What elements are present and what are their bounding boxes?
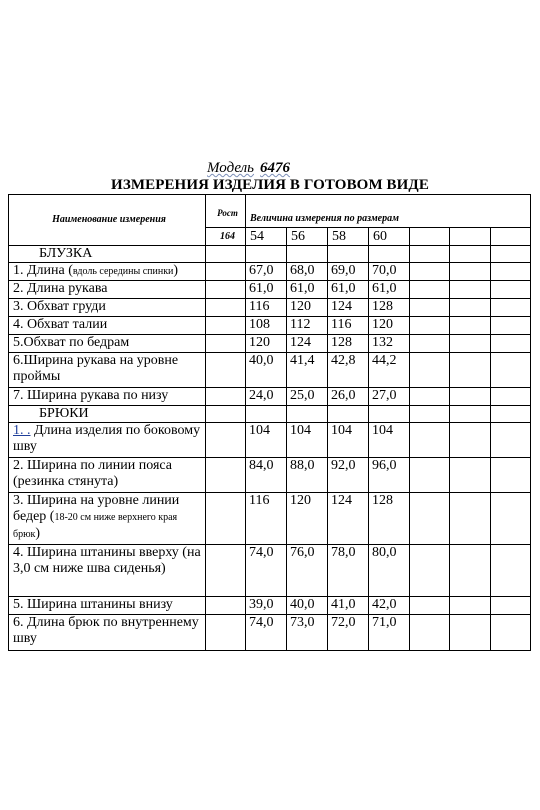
rost-cell [206, 299, 246, 317]
measurement-label: 7. Ширина рукава по низу [13, 388, 169, 403]
value-cell: 76,0 [287, 545, 328, 597]
empty-cell [410, 299, 450, 317]
rost-cell [206, 335, 246, 353]
value-cell: 92,0 [328, 458, 369, 493]
empty-cell [410, 388, 450, 406]
empty-cell [410, 263, 450, 281]
empty-cell [491, 228, 531, 246]
empty-cell [450, 423, 491, 458]
value-cell: 71,0 [369, 615, 410, 651]
header-row [9, 195, 531, 228]
item-number: 1. . [13, 423, 31, 438]
empty-cell [410, 246, 450, 263]
value-cell: 26,0 [328, 388, 369, 406]
section-row [9, 406, 531, 423]
empty-cell [491, 493, 531, 545]
table-row [9, 299, 531, 317]
value-cell: 61,0 [369, 281, 410, 299]
value-cell: 84,0 [246, 458, 287, 493]
measurement-label: 5. Ширина штанины внизу [13, 597, 173, 612]
empty-cell [450, 299, 491, 317]
empty-cell [410, 228, 450, 246]
measurement-name [9, 615, 206, 651]
table-row [9, 423, 531, 458]
empty-cell [450, 493, 491, 545]
empty-cell [450, 335, 491, 353]
value-cell: 61,0 [328, 281, 369, 299]
empty-cell [491, 458, 531, 493]
empty-cell [328, 406, 369, 423]
measurement-name [9, 458, 206, 493]
empty-cell [491, 263, 531, 281]
empty-cell [450, 388, 491, 406]
header-rost-value: 164 [206, 228, 246, 246]
value-cell: 116 [328, 317, 369, 335]
empty-cell [450, 615, 491, 651]
empty-cell [491, 545, 531, 597]
value-cell: 128 [328, 335, 369, 353]
size-54: 54 [246, 228, 287, 246]
empty-cell [328, 246, 369, 263]
value-cell: 41,0 [328, 597, 369, 615]
value-cell: 74,0 [246, 615, 287, 651]
value-cell: 72,0 [328, 615, 369, 651]
empty-cell [450, 228, 491, 246]
size-58: 58 [328, 228, 369, 246]
empty-cell [410, 545, 450, 597]
measurement-label: 2. Длина рукава [13, 281, 108, 296]
value-cell: 128 [369, 493, 410, 545]
value-cell: 120 [246, 335, 287, 353]
value-cell: 112 [287, 317, 328, 335]
measurement-label: 3. Обхват груди [13, 299, 106, 314]
measurement-label: 2. Ширина по линии пояса (резинка стянута) [13, 458, 173, 489]
empty-cell [450, 246, 491, 263]
empty-cell [491, 597, 531, 615]
empty-cell [246, 246, 287, 263]
table-row [9, 335, 531, 353]
value-cell: 104 [328, 423, 369, 458]
value-cell: 108 [246, 317, 287, 335]
measurement-label: 6.Ширина рукава на уровне проймы [13, 353, 179, 384]
empty-cell [410, 615, 450, 651]
value-cell: 124 [287, 335, 328, 353]
empty-cell [491, 317, 531, 335]
value-cell: 104 [369, 423, 410, 458]
value-cell: 70,0 [369, 263, 410, 281]
value-cell: 39,0 [246, 597, 287, 615]
empty-cell [369, 406, 410, 423]
value-cell: 124 [328, 493, 369, 545]
empty-cell [410, 597, 450, 615]
empty-cell [410, 493, 450, 545]
rost-cell [206, 597, 246, 615]
empty-cell [450, 458, 491, 493]
measurement-name [9, 493, 206, 545]
empty-cell [450, 597, 491, 615]
measurement-note: вдоль середины спинки [72, 266, 174, 277]
measurement-name [9, 263, 206, 281]
value-cell: 40,0 [287, 597, 328, 615]
value-cell: 61,0 [287, 281, 328, 299]
value-cell: 104 [287, 423, 328, 458]
page-title: ИЗМЕРЕНИЯ ИЗДЕЛИЯ В ГОТОВОМ ВИДЕ [111, 177, 429, 193]
empty-cell [410, 423, 450, 458]
value-cell: 67,0 [246, 263, 287, 281]
table-row [9, 353, 531, 388]
value-cell: 88,0 [287, 458, 328, 493]
model-line [207, 160, 290, 177]
empty-cell [450, 263, 491, 281]
table-row [9, 263, 531, 281]
section-row [9, 246, 531, 263]
empty-cell [410, 406, 450, 423]
value-cell: 120 [287, 493, 328, 545]
empty-cell [491, 615, 531, 651]
value-cell: 24,0 [246, 388, 287, 406]
value-cell: 73,0 [287, 615, 328, 651]
model-number: 6476 [260, 160, 291, 176]
empty-cell [410, 317, 450, 335]
measurement-name [9, 281, 206, 299]
rost-cell [206, 281, 246, 299]
value-cell: 80,0 [369, 545, 410, 597]
measurement-name [9, 299, 206, 317]
empty-cell [450, 353, 491, 388]
measurement-tail: ) [35, 526, 41, 541]
value-cell: 27,0 [369, 388, 410, 406]
value-cell: 124 [328, 299, 369, 317]
empty-cell [410, 335, 450, 353]
measurement-label: 4. Ширина штанины вверху (на 3,0 см ниже шва сиденья) [13, 545, 201, 576]
table-row [9, 317, 531, 335]
model-label: Модель [207, 160, 255, 176]
measurements-table [8, 194, 531, 651]
value-cell: 120 [369, 317, 410, 335]
value-cell: 42,0 [369, 597, 410, 615]
empty-cell [450, 545, 491, 597]
header-rost: Рост [206, 195, 246, 228]
value-cell: 96,0 [369, 458, 410, 493]
empty-cell [491, 353, 531, 388]
rost-cell [206, 545, 246, 597]
rost-cell [206, 388, 246, 406]
section-title: БРЮКИ [9, 406, 206, 423]
measurement-tail: ) [173, 263, 179, 278]
rost-cell [206, 493, 246, 545]
size-56: 56 [287, 228, 328, 246]
rost-cell [206, 423, 246, 458]
rost-cell [206, 263, 246, 281]
measurement-name [9, 353, 206, 388]
empty-cell [491, 406, 531, 423]
empty-cell [410, 281, 450, 299]
empty-cell [491, 423, 531, 458]
measurement-label: 1. Длина ( [13, 263, 73, 278]
value-cell: 69,0 [328, 263, 369, 281]
empty-cell [287, 246, 328, 263]
value-cell: 68,0 [287, 263, 328, 281]
empty-cell [450, 281, 491, 299]
empty-cell [491, 281, 531, 299]
table-row [9, 281, 531, 299]
empty-cell [287, 406, 328, 423]
empty-cell [491, 388, 531, 406]
empty-cell [410, 458, 450, 493]
empty-cell [206, 246, 246, 263]
measurement-note: 18-20 см ниже верхнего края брюк [13, 512, 178, 540]
empty-cell [410, 353, 450, 388]
table-row [9, 493, 531, 545]
empty-cell [206, 406, 246, 423]
table-row [9, 615, 531, 651]
measurement-name [9, 597, 206, 615]
value-cell: 44,2 [369, 353, 410, 388]
measurement-label: 3. Ширина на уровне линии бедер ( [13, 493, 180, 524]
table-row [9, 388, 531, 406]
measurement-label: Длина изделия по боковому шву [13, 423, 201, 454]
measurement-name [9, 545, 206, 597]
measurement-label: 4. Обхват талии [13, 317, 108, 332]
value-cell: 41,4 [287, 353, 328, 388]
table-row [9, 458, 531, 493]
table-row [9, 597, 531, 615]
value-cell: 40,0 [246, 353, 287, 388]
value-cell: 104 [246, 423, 287, 458]
size-60: 60 [369, 228, 410, 246]
measurement-label: 6. Длина брюк по внутреннему шву [13, 615, 199, 646]
empty-cell [246, 406, 287, 423]
header-name: Наименование измерения [9, 195, 206, 246]
measurement-name [9, 423, 206, 458]
value-cell: 25,0 [287, 388, 328, 406]
value-cell: 42,8 [328, 353, 369, 388]
value-cell: 116 [246, 299, 287, 317]
measurement-name [9, 317, 206, 335]
rost-cell [206, 615, 246, 651]
empty-cell [369, 246, 410, 263]
value-cell: 132 [369, 335, 410, 353]
value-cell: 78,0 [328, 545, 369, 597]
value-cell: 74,0 [246, 545, 287, 597]
value-cell: 116 [246, 493, 287, 545]
value-cell: 61,0 [246, 281, 287, 299]
rost-cell [206, 317, 246, 335]
measurement-label: 5.Обхват по бедрам [13, 335, 130, 350]
section-title: БЛУЗКА [9, 246, 206, 263]
empty-cell [491, 246, 531, 263]
table-row [9, 545, 531, 597]
rost-cell [206, 458, 246, 493]
empty-cell [450, 406, 491, 423]
value-cell: 120 [287, 299, 328, 317]
value-cell: 128 [369, 299, 410, 317]
measurement-name [9, 335, 206, 353]
empty-cell [450, 317, 491, 335]
empty-cell [491, 299, 531, 317]
measurement-name [9, 388, 206, 406]
header-sizes-label: Величина измерения по размерам [246, 195, 531, 228]
empty-cell [491, 335, 531, 353]
rost-cell [206, 353, 246, 388]
